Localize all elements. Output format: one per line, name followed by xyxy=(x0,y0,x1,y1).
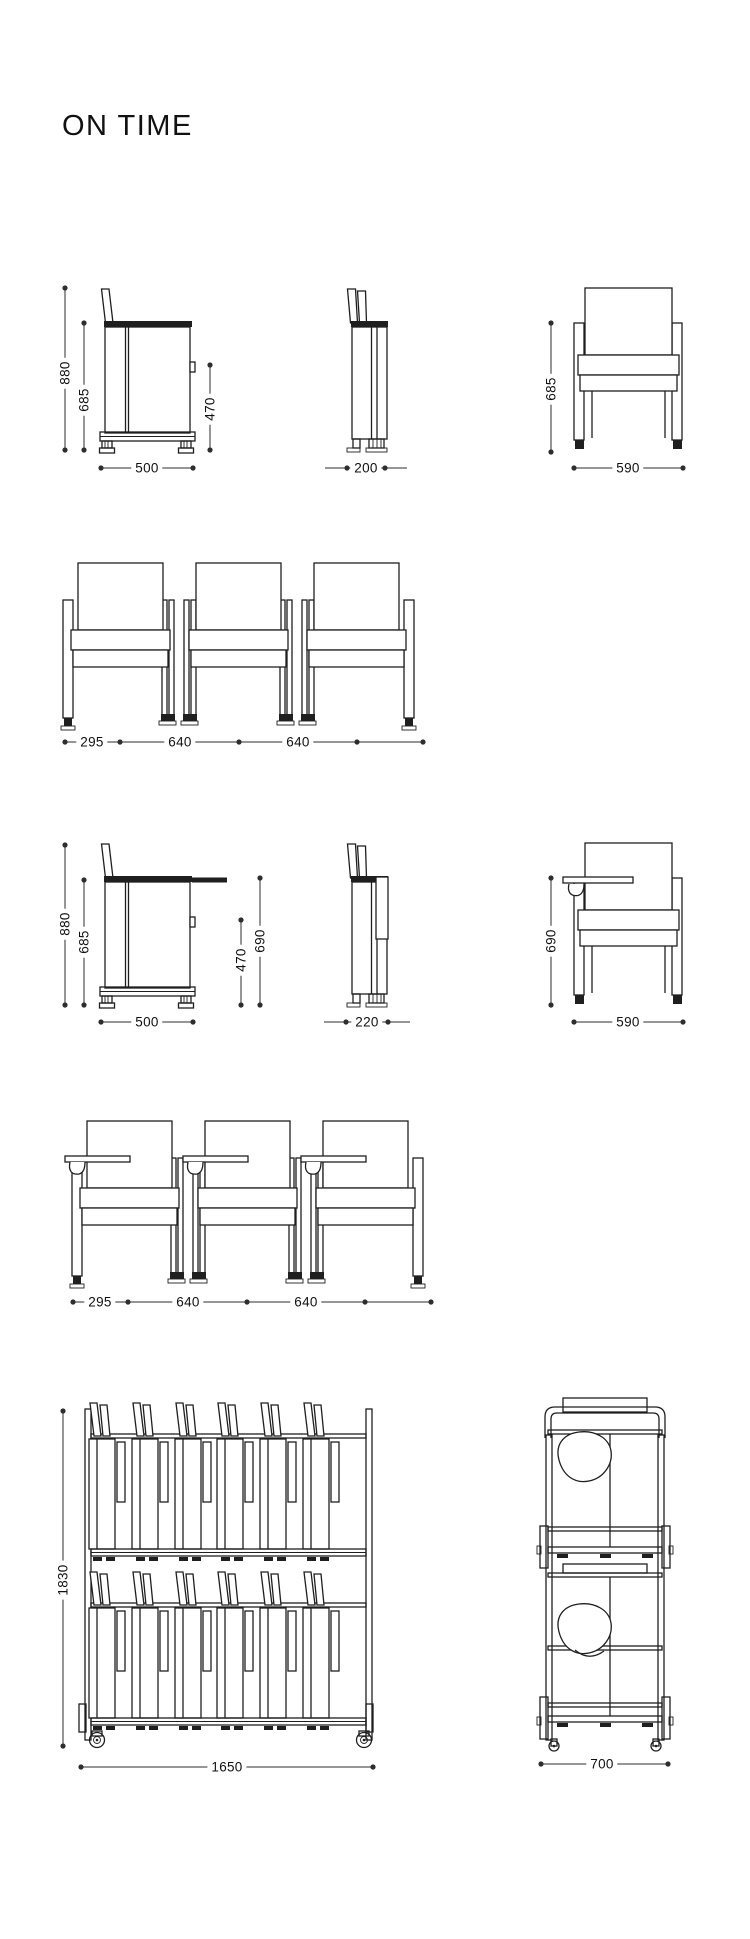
dim-label-tablet-total-height: 880 xyxy=(58,908,73,939)
dim-label-tablet-depth: 500 xyxy=(131,1015,162,1030)
dim-label-bench-pitch-1: 640 xyxy=(164,735,195,750)
dim-label-depth: 500 xyxy=(131,461,162,476)
dim-label-tablet-height: 690 xyxy=(253,925,268,956)
dim-label-bench-tablet-pitch-2: 640 xyxy=(290,1295,321,1310)
fig-trolley-side-view xyxy=(79,1403,373,1748)
dim-label-tablet-width: 590 xyxy=(612,1015,643,1030)
fig-trolley-front-view xyxy=(537,1398,673,1751)
fig-chair-folded-view xyxy=(347,289,388,452)
dim-label-trolley-length: 1650 xyxy=(207,1760,246,1775)
dim-label-trolley-height: 1830 xyxy=(56,1560,71,1599)
dim-label-bench-offset: 295 xyxy=(76,735,107,750)
dim-label-tablet-seat-height: 470 xyxy=(234,944,249,975)
dim-label-bench-tablet-offset: 295 xyxy=(84,1295,115,1310)
dim-label-trolley-width: 700 xyxy=(586,1757,617,1772)
dim-label-tablet-back-height: 685 xyxy=(77,926,92,957)
dim-label-folded-depth: 200 xyxy=(350,461,381,476)
fig-bench-3seat-tablet xyxy=(65,1121,425,1288)
page-title: ON TIME xyxy=(62,110,193,142)
dim-label-width: 590 xyxy=(612,461,643,476)
fig-chair-tablet-front-view xyxy=(563,843,682,1004)
dim-label-back-height: 685 xyxy=(77,384,92,415)
dim-label-bench-pitch-2: 640 xyxy=(282,735,313,750)
fig-chair-side-view xyxy=(100,289,196,453)
fig-bench-3seat xyxy=(61,563,416,730)
fig-chair-front-view xyxy=(574,288,682,449)
fig-chair-tablet-folded-view xyxy=(347,844,388,1007)
dim-label-tablet-front-height: 690 xyxy=(544,925,559,956)
dim-label-arm-height: 685 xyxy=(544,373,559,404)
fig-chair-tablet-side-view xyxy=(100,844,228,1008)
dim-label-bench-tablet-pitch-1: 640 xyxy=(172,1295,203,1310)
dim-label-seat-height: 470 xyxy=(203,393,218,424)
dim-label-tablet-folded-depth: 220 xyxy=(351,1015,382,1030)
dim-label-total-height: 880 xyxy=(58,357,73,388)
